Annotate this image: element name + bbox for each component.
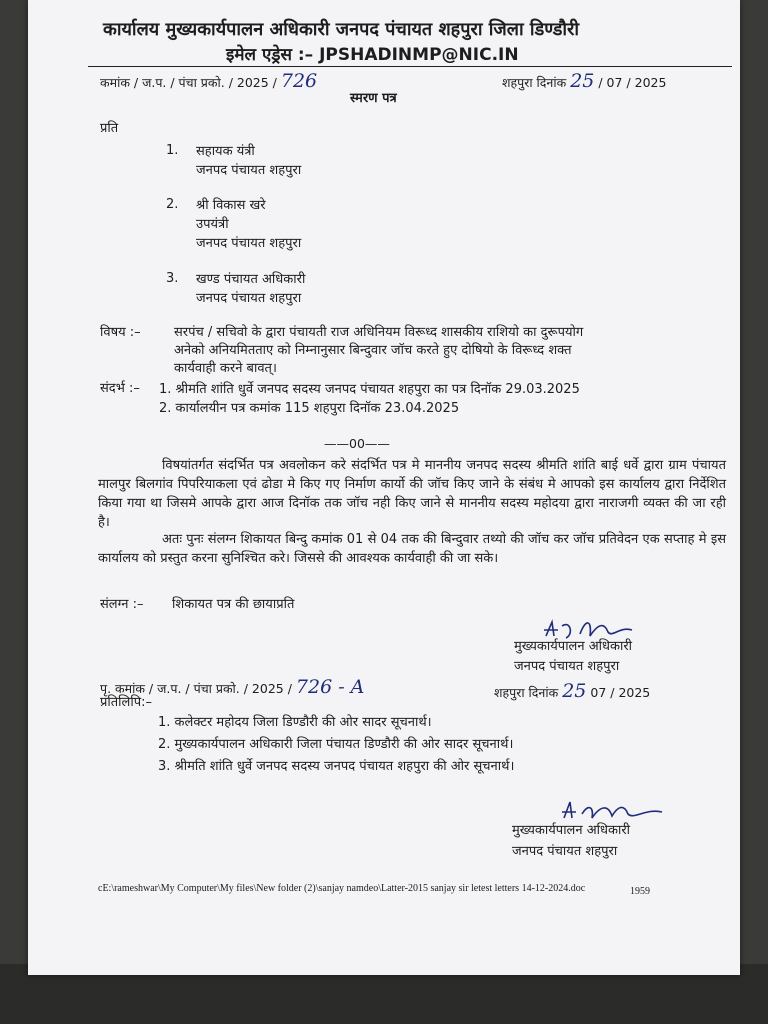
signature-1-office: जनपद पंचायत शहपुरा [514, 659, 620, 674]
file-path: cE:\rameshwar\My Computer\My files\New folder (2)\sanjay namdeo\Latter-2015 sanjay sir letest letters 14-12-2024.doc [98, 883, 586, 894]
reference-item: 2. कार्यालयीन पत्र कमांक 115 शहपुरा दिनॉक 23.04.2025 [159, 401, 460, 416]
document-type: स्मरण पत्र [350, 91, 397, 106]
office-title: कार्यालय मुख्यकार्यपालन अधिकारी जनपद पंचायत शहपुरा जिला डिण्डौरी [103, 19, 580, 40]
subject-line: अनेको अनियमितताए को निम्नानुसार बिन्दुवार जॉच करते हुए दोषियो के विरूध्द शक्त [174, 343, 572, 358]
reference-prefix: कमांक / ज.प. / पंचा प्रको. / 2025 / [100, 75, 277, 90]
copy-item: 3. श्रीमति शांति धुर्वे जनपद सदस्य जनपद पंचायत शहपुरा की ओर सूचनार्थ। [158, 759, 515, 774]
letter-page [28, 0, 740, 975]
signature-2-title: मुख्यकार्यपालन अधिकारी [512, 823, 631, 838]
subject-label: विषय :– [100, 325, 141, 340]
enclosure-label: संलग्न :– [100, 597, 144, 612]
date-prefix: शहपुरा दिनांक [502, 75, 567, 90]
recipient-line: खण्ड पंचायत अधिकारी [196, 272, 306, 287]
subject-line: सरपंच / सचिवो के द्वारा पंचायती राज अधिनियम विरूध्द शासकीय राशियो का दुरूपयोग [174, 325, 584, 340]
copy-item: 2. मुख्यकार्यपालन अधिकारी जिला पंचायत डिण्डौरी की ओर सादर सूचनार्थ। [158, 737, 514, 752]
recipient-line: जनपद पंचायत शहपुरा [196, 163, 302, 178]
paragraph-text: अतः पुनः संलग्न शिकायत बिन्दु कमांक 01 से 04 तक की बिन्दुवार तथ्यो की जॉच कर जॉच प्रतिवेदन एक सप्ताह मे इस कार्यालय को प्रस्तुत करना सुनिश्चित करे। जिससे की आवश्यक कार्यवाही की जा सके। [98, 532, 726, 566]
reference-label: संदर्भ :– [100, 381, 140, 396]
header-divider [88, 66, 732, 67]
recipient-1 [166, 142, 178, 160]
signature-2-office: जनपद पंचायत शहपुरा [512, 844, 618, 859]
recipient-2 [166, 196, 178, 214]
copy-reference-prefix: पृ. कमांक / ज.प. / पंचा प्रको. / 2025 / [100, 681, 292, 696]
date-day: 25 [570, 70, 595, 92]
recipient-1-text [196, 142, 301, 180]
recipient-number: 1. [166, 143, 179, 158]
copy-list [158, 712, 514, 778]
recipient-line: सहायक यंत्री [196, 144, 255, 159]
recipient-number: 2. [166, 197, 179, 212]
copy-reference-number: 726 - A [295, 676, 365, 698]
recipient-line: जनपद पंचायत शहपुरा [196, 236, 302, 251]
recipient-3 [166, 270, 178, 288]
reference-list [159, 380, 580, 418]
reference-number: 726 [280, 70, 318, 92]
copy-date-day: 25 [562, 680, 587, 702]
recipient-line: उपयंत्री [196, 217, 229, 232]
separator: ——00—— [324, 436, 390, 451]
recipient-line: श्री विकास खरे [196, 198, 266, 213]
copy-date-suffix: 07 / 2025 [590, 685, 651, 700]
copy-date-prefix: शहपुरा दिनांक [494, 685, 559, 700]
recipient-line: जनपद पंचायत शहपुरा [196, 291, 302, 306]
copy-item: 1. कलेक्टर महोदय जिला डिण्डौरी की ओर सादर सूचनार्थ। [158, 715, 432, 730]
body-paragraph-1 [98, 456, 726, 532]
recipient-2-text [196, 196, 301, 253]
copy-date-line [494, 680, 650, 702]
subject-text [174, 324, 583, 378]
copy-label: प्रतिलिपि:– [100, 695, 152, 710]
date-suffix: / 07 / 2025 [598, 75, 667, 90]
body-paragraph-2 [98, 530, 726, 568]
enclosure-text: शिकायत पत्र की छायाप्रति [172, 597, 295, 612]
signature-1-title: मुख्यकार्यपालन अधिकारी [514, 639, 633, 654]
email-address: इमेल एड्रेस :– JPSHADINMP@NIC.IN [226, 45, 519, 65]
reference-item: 1. श्रीमति शांति धुर्वे जनपद सदस्य जनपद पंचायत शहपुरा का पत्र दिनॉक 29.03.2025 [159, 382, 580, 397]
recipient-3-text [196, 270, 305, 308]
paragraph-text: विषयांतर्गत संदर्भित पत्र अवलोकन करे संदर्भित पत्र मे माननीय जनपद सदस्य श्रीमति शांति बाई धर्वे द्वारा ग्राम पंचायत मालपुर बिलगांव पिपरियाकला एवं ढोडा मे किए गए निर्माण कार्यो की जॉच किए जाने के संबंध मे आपको इस कार्यालय द्वारा निर्देशित किया गया था जिसमे आपके द्वारा आज दिनॉक तक जॉच नही किए जाने से माननीय सदस्य महोदया द्वारा नाराजगी व्यक्त की जा रही है। [98, 458, 726, 530]
date-line [502, 70, 666, 92]
recipient-number: 3. [166, 271, 179, 286]
subject-line: कार्यवाही करने बावत्। [174, 361, 277, 376]
document-code: 1959 [630, 886, 650, 897]
reference-number-line [100, 70, 317, 92]
to-label: प्रति [100, 121, 119, 136]
